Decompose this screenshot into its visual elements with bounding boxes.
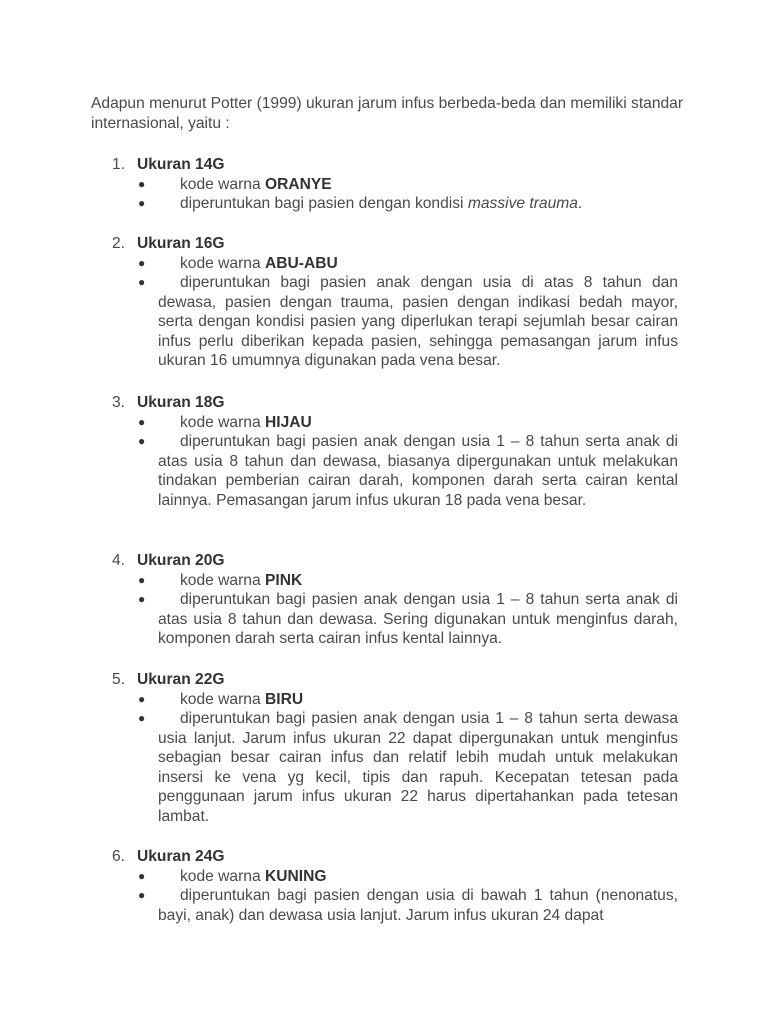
item-number: 3.: [112, 394, 126, 411]
bullet-icon: ●: [138, 572, 146, 587]
bullet-icon: ●: [138, 176, 146, 191]
bullet-color-code: [0, 175, 768, 195]
bullet-description: [0, 432, 768, 510]
bullet-list: [0, 254, 768, 371]
item-heading: Ukuran 20G: [137, 552, 225, 569]
bullet-icon: ●: [138, 414, 146, 429]
color-code-value: BIRU: [264, 690, 304, 708]
color-code-prefix: kode warna: [180, 175, 261, 193]
bullet-list: [0, 690, 768, 827]
intro-paragraph: Adapun menurut Potter (1999) ukuran jarum infus berbeda-beda dan memiliki standar internasional, yaitu :: [91, 95, 684, 132]
item-number: 1.: [112, 156, 126, 173]
description-text: diperuntukan bagi pasien anak dengan usia 1 – 8 tahun serta dewasa usia lanjut. Jarum infus ukuran 22 dapat dipergunakan untuk menginfus sebagian besar cairan infus dan relatif lebih mudah untuk melakukan insersi ke vena yg kecil, tipis dan rapuh. Kecepatan tetesan pada penggunaan jarum infus ukuran 22 harus dipertahankan pada tetesan lambat.: [158, 710, 678, 825]
bullet-icon: ●: [138, 711, 146, 725]
color-code-prefix: kode warna: [180, 690, 261, 708]
description-text: diperuntukan bagi pasien anak dengan usia 1 – 8 tahun serta anak di atas usia 8 tahun dan dewasa, biasanya dipergunakan untuk melakukan tindakan pemberian cairan darah, komponen darah serta cairan kental lainnya. Pemasangan jarum infus ukuran 18 pada vena besar.: [158, 433, 678, 509]
bullet-description: [0, 194, 768, 214]
bullet-description: [0, 273, 768, 371]
bullet-description: [0, 886, 768, 925]
bullet-list: [0, 867, 768, 926]
color-code-prefix: kode warna: [180, 413, 261, 431]
item-number: 5.: [112, 671, 126, 688]
description-end: .: [577, 195, 583, 212]
bullet-icon: ●: [138, 691, 146, 706]
description-text: diperuntukan bagi pasien dengan usia di bawah 1 tahun (nenonatus, bayi, anak) dan dewasa usia lanjut. Jarum infus ukuran 24 dapat: [158, 887, 678, 924]
item-heading: Ukuran 16G: [137, 235, 225, 252]
description-text: diperuntukan bagi pasien anak dengan usia 1 – 8 tahun serta anak di atas usia 8 tahun dan dewasa. Sering digunakan untuk menginfus darah, komponen darah serta cairan infus kental lainnya.: [158, 591, 678, 647]
bullet-icon: ●: [138, 434, 146, 448]
color-code-prefix: kode warna: [180, 571, 261, 589]
description-text: diperuntukan bagi pasien dengan kondisi: [180, 195, 464, 212]
bullet-color-code: [0, 867, 768, 887]
color-code-value: ABU-ABU: [264, 254, 338, 272]
color-code-value: HIJAU: [264, 413, 312, 431]
bullet-icon: ●: [138, 868, 146, 883]
item-number: 4.: [112, 552, 126, 569]
bullet-color-code: [0, 571, 768, 591]
color-code-prefix: kode warna: [180, 254, 261, 272]
item-heading: Ukuran 14G: [137, 156, 225, 173]
color-code-prefix: kode warna: [180, 867, 261, 885]
bullet-list: [0, 175, 768, 214]
item-heading: Ukuran 24G: [137, 848, 225, 865]
item-number: 6.: [112, 848, 126, 865]
bullet-icon: ●: [138, 592, 146, 606]
color-code-value: KUNING: [264, 867, 327, 885]
bullet-color-code: [0, 413, 768, 433]
bullet-icon: ●: [138, 255, 146, 270]
bullet-icon: ●: [138, 888, 146, 902]
color-code-value: PINK: [264, 571, 303, 589]
bullet-description: [0, 709, 768, 826]
item-number: 2.: [112, 235, 126, 252]
color-code-value: ORANYE: [264, 175, 332, 193]
item-heading: Ukuran 18G: [137, 394, 225, 411]
bullet-color-code: [0, 254, 768, 274]
description-italic: massive trauma: [467, 195, 578, 212]
description-text: diperuntukan bagi pasien anak dengan usia di atas 8 tahun dan dewasa, pasien dengan trauma, pasien dengan indikasi bedah mayor, serta dengan kondisi pasien yang diperlukan terapi sejumlah besar cairan infus perlu diberikan kepada pasien, sehingga pemasangan jarum infus ukuran 16 umumnya digunakan pada vena besar.: [158, 274, 678, 369]
bullet-icon: ●: [138, 196, 146, 210]
item-heading: Ukuran 22G: [137, 671, 225, 688]
bullet-icon: ●: [138, 275, 146, 289]
bullet-description: [0, 590, 768, 649]
bullet-list: [0, 413, 768, 511]
bullet-list: [0, 571, 768, 649]
bullet-color-code: [0, 690, 768, 710]
